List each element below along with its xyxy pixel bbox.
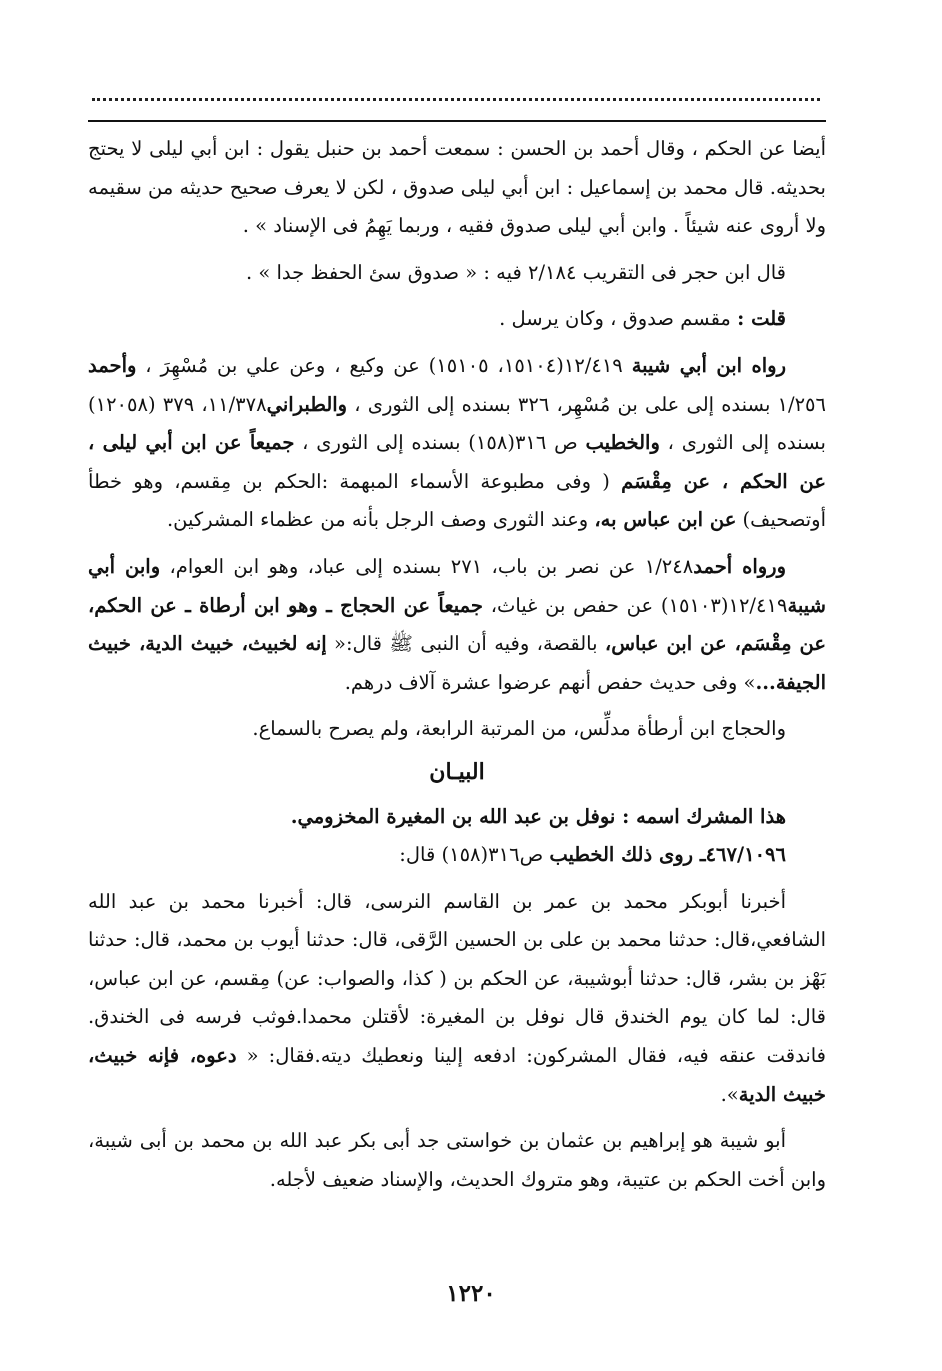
chain-text: جميعاً عن الحجاج ـ وهو ابن أرطاة ـ عن الحكم، عن مِقْسَم، عن ابن عباس،: [88, 593, 827, 656]
text-run: أخبرنا أبوبكر محمد بن عمر بن القاسم النرسى، قال: أخبرنا محمد بن عبد الله الشافعي،قال: حدثنا محمد بن على بن الحسين الرَّقى، قال: حدثنا أيوب بن محمد، قال: حدثنا بَهْز بن بشر، قال: حدثنا أبوشيبة، عن الحكم بن ( كذا، والصواب: عن) مِقسم، عن ابن عباس، قال: لما كان يوم الخندق قال نوفل بن المغيرة: لأقتلن محمدا.فوثب فرسه فى الخندق. فاندقت عنقه فيه، فقال المشركون: ادفعه إلينا ونعطيك ديته.فقال: «: [88, 889, 827, 1068]
text-run: ١/٢٤٨ عن نصر بن باب، ٢٧١ بسنده إلى عباد، وهو ابن العوام،: [160, 554, 694, 578]
paragraph-5: [88, 548, 826, 702]
hadith-quote: دعوه، فإنه خبيث، خبيث الدية: [88, 1044, 826, 1106]
chain-text: عن ابن عباس به،: [594, 508, 737, 532]
paragraph-8: [88, 836, 826, 875]
dotted-header-line: [92, 86, 820, 101]
section-heading: البيـان: [429, 758, 485, 785]
source-ibn-abi-shaybah: وابن أبي شيبة: [88, 554, 826, 617]
paragraph-2: قال ابن حجر فى التقريب ٢/١٨٤ فيه : « صدوق سئ الحفظ جدا » .: [245, 260, 786, 284]
paragraph-6: والحجاج ابن أرطأة مدلِّس، من المرتبة الرابعة، ولم يصرح بالسماع.: [252, 717, 786, 741]
text-run: ( وفى مطبوعة الأسماء المبهمة :الحكم بن مِقسم، وهو خطأ أوتصحيف): [88, 469, 826, 532]
paragraph-10: أبو شيبة هو إبراهيم بن عثمان بن خواستى جد أبى بكر عبد الله بن محمد بن أبى شيبة، وابن أخت الحكم بن عتيبة، وهو متروك الحديث، والإسناد ضعيف لأجله.: [88, 1129, 826, 1191]
text-run: وعند الثورى وصف الرجل بأنه من عظماء المشركين.: [166, 508, 595, 532]
paragraph-7: [88, 798, 826, 837]
hadith-number: ٤٦٧/١٠٩٦ـ روى ذلك الخطيب: [549, 843, 786, 867]
text-run: » وفى حديث حفص أنهم عرضوا عشرة آلاف درهم.: [344, 670, 756, 694]
text-run: ١/٢٥٦ بسنده إلى على بن مُسْهِر، ٣٢٦ بسنده إلى الثورى ،: [347, 392, 826, 416]
source-tabarani: والطبراني: [266, 392, 348, 416]
note-text: مقسم صدوق ، وكان يرسل .: [499, 307, 738, 331]
paragraph-1: أيضا عن الحكم ، وقال أحمد بن الحسن : سمعت أحمد بن حنبل يقول : ابن أبي ليلى لا يحتج بحديثه. قال محمد بن إسماعيل : ابن أبي ليلى صدوق ، لكن لا يعرف صحيح حديثه من سقيمه ولا أروى عنه شيئاً . وابن أبي ليلى صدوق فقيه ، وربما يَهِمُ فى الإسناد » .: [88, 137, 826, 238]
source-khatib: والخطيب: [585, 431, 660, 455]
text-run: ١١/٣٧٨، ٣٧٩ (١٢٠٥٨) بسنده إلى الثورى ،: [88, 392, 826, 455]
source-ibn-abi-shaybah: رواه ابن أبي شيبة: [631, 353, 786, 377]
paragraph-9: [88, 883, 826, 1115]
page-body: [88, 130, 826, 1199]
header-rule: [88, 120, 826, 122]
text-run: ١٢/٤١٩(١٥١٠٣) عن حفص بن غياث،: [482, 593, 788, 617]
source-ahmad: وأحمد: [88, 353, 137, 377]
paragraph-3: [88, 300, 826, 339]
note-label: قلت :: [737, 307, 786, 331]
source-ahmad: ورواه أحمد: [693, 554, 787, 578]
hadith-quote: إنه لخبيث، خبيث الدية، خبيث الجيفة...: [88, 632, 826, 694]
text-run: ١٢/٤١٩(١٥١٠٤، ١٥١٠٥) عن وكيع ، وعن علي بن مُسْهِرَ ،: [136, 353, 632, 377]
text-run: ».: [720, 1082, 739, 1106]
paragraph-4: [88, 347, 826, 540]
text-run: ص٣١٦(١٥٨) قال:: [399, 843, 550, 867]
mushrik-name: هذا المشرك اسمه : نوفل بن عبد الله بن المغيرة المخزومي.: [290, 804, 786, 828]
text-run: ص ٣١٦(١٥٨) بسنده إلى الثورى ،: [294, 431, 586, 455]
page-number: ١٢٢٠: [446, 1280, 496, 1307]
chain-text: جميعاً عن ابن أبي ليلى ، عن الحكم ، عن مِقْسَم: [88, 431, 826, 493]
text-run: بالقصة، وفيه أن النبى ﷺ قال:«: [326, 632, 605, 656]
